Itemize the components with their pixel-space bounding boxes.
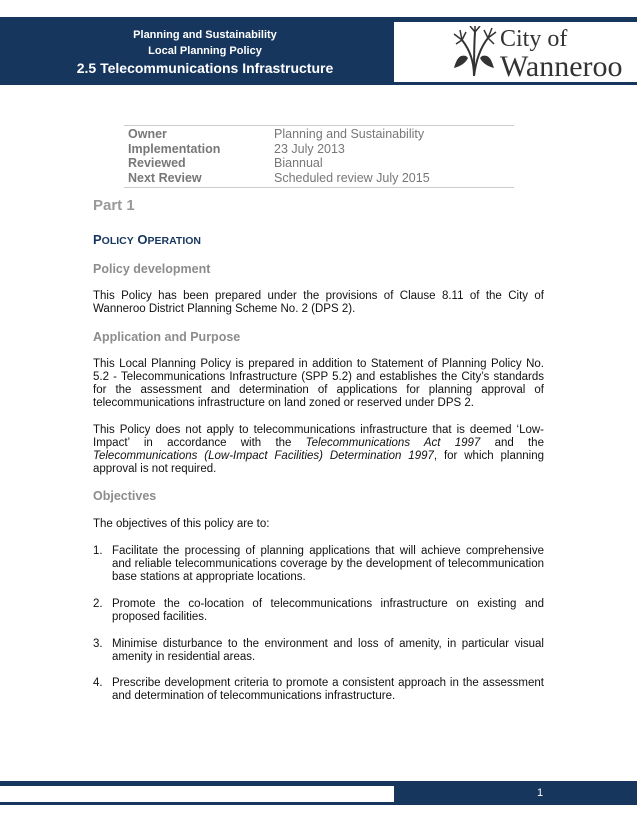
- list-text: Prescribe development criteria to promote a consistent approach in the assessment and determination of telecommunications infrastructure.: [112, 677, 544, 702]
- list-item: [93, 677, 544, 703]
- policy-development-text: This Policy has been prepared under the provisions of Clause 8.11 of the City of Wanneroo District Planning Scheme No. 2 (DPS 2).: [93, 290, 544, 315]
- section-title: [93, 232, 201, 247]
- meta-value: Planning and Sustainability: [274, 127, 425, 141]
- objectives-heading: Objectives: [93, 489, 157, 503]
- list-item: [93, 545, 544, 584]
- header-title: 2.5 Telecommunications Infrastructure: [76, 60, 334, 76]
- meta-value: Biannual: [274, 156, 323, 170]
- application-p2-text-b: and the: [480, 437, 544, 449]
- meta-value: 23 July 2013: [274, 141, 345, 156]
- footer-panel: [0, 786, 394, 802]
- application-p2-act: Telecommunications Act 1997: [305, 437, 481, 449]
- page-number: 1: [536, 787, 544, 799]
- meta-row-reviewed: [124, 156, 514, 171]
- list-number: 1.: [93, 545, 103, 557]
- application-paragraph-2: [93, 424, 544, 476]
- application-p2-text-a: This Policy does not apply to telecommunications infrastructure that is deemed ‘Low-Impact’ in accordance with the: [93, 424, 544, 449]
- list-text: Facilitate the processing of planning applications that will achieve comprehensive and reliable telecommunications coverage by the development of telecommunication base stations at appropriate locations.: [112, 545, 544, 583]
- meta-label: Next Review: [128, 170, 202, 185]
- header-line-2: Local Planning Policy: [148, 45, 262, 57]
- meta-label: Owner: [128, 127, 167, 141]
- application-heading: Application and Purpose: [93, 330, 241, 344]
- application-paragraph-1: This Local Planning Policy is prepared in addition to Statement of Planning Policy No. 5.2 - Telecommunications Infrastructure (SPP 5.2) and establishes the City’s standards for the assessment and determination of applications for planning approval of telecommunications infrastructure on land zoned or reserved under DPS 2.: [93, 358, 544, 409]
- list-number: 4.: [93, 677, 103, 689]
- policy-development-heading: Policy development: [93, 262, 211, 276]
- application-p2-text-c: , for which planning approval is not required.: [93, 450, 544, 475]
- application-p2-determination: Telecommunications (Low-Impact Facilities) Determination 1997: [93, 450, 434, 462]
- list-number: 3.: [93, 638, 103, 650]
- meta-row-owner: [124, 127, 514, 142]
- logo-city-text: City of: [500, 26, 568, 52]
- meta-label: Implementation: [128, 141, 221, 156]
- header-titles: [0, 17, 410, 85]
- part-heading: Part 1: [93, 197, 135, 214]
- section-title-rest-2: PERATION: [147, 235, 201, 247]
- section-title-initial-2: O: [137, 232, 148, 247]
- meta-label: Reviewed: [128, 156, 186, 170]
- objectives-intro: The objectives of this policy are to:: [93, 518, 270, 530]
- header-line-1: Planning and Sustainability: [133, 29, 277, 41]
- logo-name-text: Wanneroo: [500, 50, 623, 83]
- city-logo: [394, 22, 637, 82]
- meta-row-implementation: [124, 142, 514, 157]
- list-text: Promote the co-location of telecommunications infrastructure on existing and proposed facilities.: [112, 598, 544, 623]
- policy-meta-table: [124, 125, 514, 188]
- section-title-rest-1: OLICY: [101, 235, 134, 247]
- list-item: [93, 638, 544, 664]
- section-title-initial-1: P: [93, 232, 102, 247]
- flower-logo-icon: [452, 26, 498, 78]
- meta-value: Scheduled review July 2015: [274, 170, 430, 185]
- list-item: [93, 598, 544, 624]
- list-number: 2.: [93, 598, 103, 610]
- meta-row-next-review: [124, 171, 514, 186]
- list-text: Minimise disturbance to the environment and loss of amenity, in particular visual amenity in residential areas.: [112, 638, 544, 663]
